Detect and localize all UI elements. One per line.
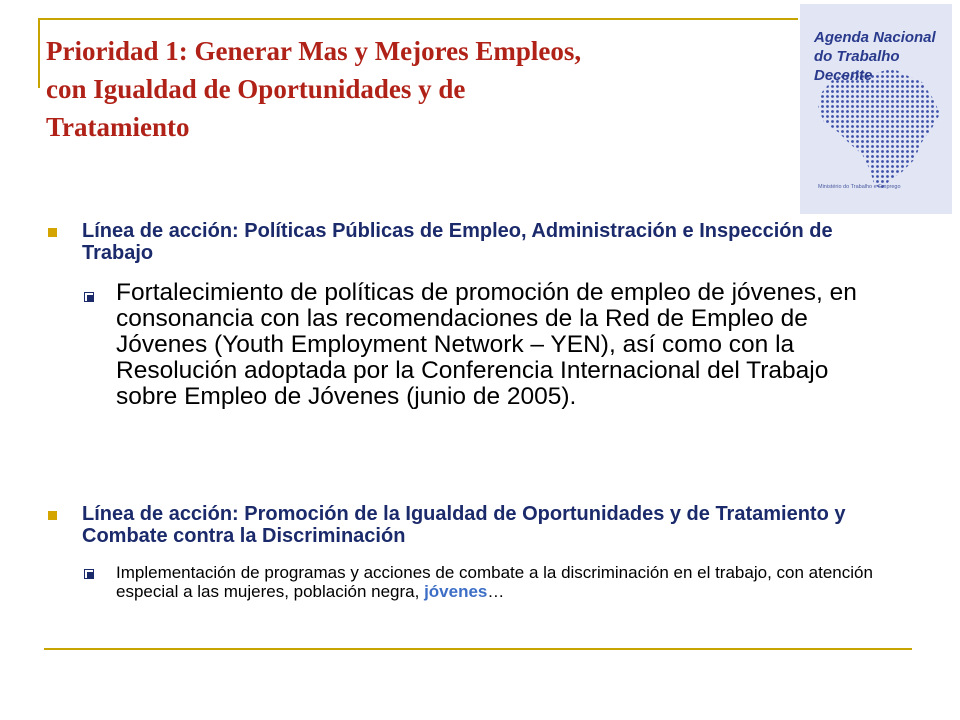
bottom-divider (44, 648, 912, 650)
section-1-heading: Línea de acción: Políticas Públicas de Empleo, Administración e Inspección de Trabajo (82, 220, 833, 264)
section-1-subbullet-icon (84, 292, 94, 302)
title-line-2: con Igualdad de Oportunidades y de (46, 74, 466, 104)
section-1-bullet-icon (48, 228, 57, 237)
title-line-3: Tratamiento (46, 112, 190, 142)
section-2-item-ellipsis: … (487, 582, 505, 601)
section-2-item (116, 563, 906, 601)
section-1-item: Fortalecimiento de políticas de promoción de empleo de jóvenes, en consonancia con las recomendaciones de la Red de Empleo de Jóvenes (Youth Employment Network – YEN), así como con la Resolución adoptada por la Conferencia Internacional del Trabajo sobre Empleo de Jóvenes (junio de 2005). (116, 279, 857, 410)
logo-line-1: Agenda Nacional (814, 29, 936, 46)
section-2-bullet-icon (48, 511, 57, 520)
section-2-subbullet-icon (84, 569, 94, 579)
logo-line-2: do Trabalho Decente (814, 48, 900, 84)
section-2-item-text: Implementación de programas y acciones de combate a la discriminación en el trabajo, con atención especial a las mujeres, población negra, (116, 563, 873, 601)
title-line-1: Prioridad 1: Generar Mas y Mejores Empleos, (46, 36, 582, 66)
section-2-item-highlight: jóvenes (424, 582, 488, 601)
section-2-heading: Línea de acción: Promoción de la Igualdad de Oportunidades y de Tratamiento y Combate contra la Discriminación (82, 503, 846, 547)
logo-footer: Ministério do Trabalho e Emprego (818, 184, 901, 190)
